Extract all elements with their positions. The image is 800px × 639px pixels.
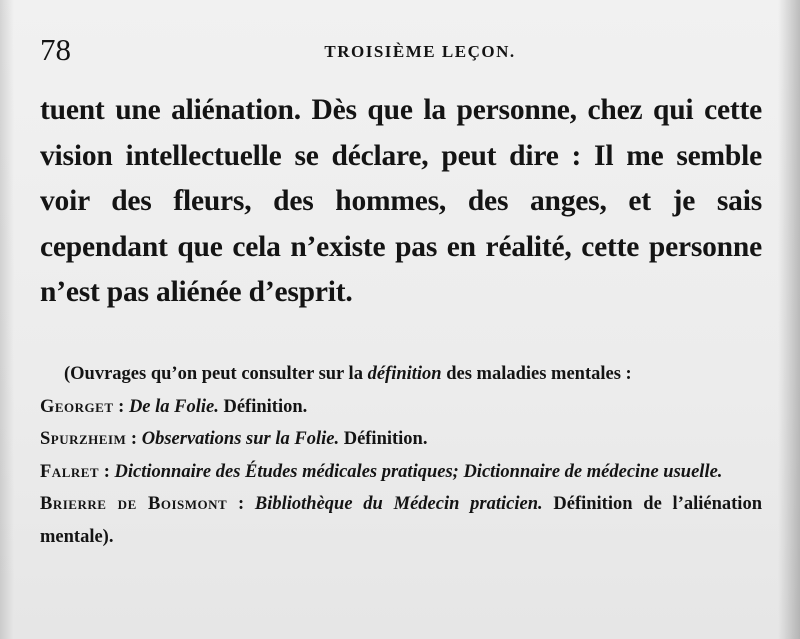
body-paragraph: tuent une aliénation. Dès que la personne, chez qui cette vision intellectuelle se déclare, peut dire : Il me semble voir des fleurs, des hommes, des anges, et je sais cependant que cela n’existe pas en réalité, cette personne n’est pas aliénée d’esprit.	[40, 94, 762, 308]
page-edge-shadow-right	[778, 0, 800, 639]
reference-separator: :	[227, 494, 255, 514]
references-intro-text: (Ouvrages qu’on peut consulter sur la	[64, 364, 368, 384]
references-intro-tail: des maladies mentales :	[441, 364, 632, 384]
reference-note: Définition de l’aliénation mentale).	[40, 494, 762, 547]
reference-separator: :	[113, 396, 129, 417]
reference-separator: :	[99, 461, 115, 482]
reference-author: Brierre de Boismont	[40, 494, 228, 514]
reference-note: Définition.	[218, 396, 308, 417]
reference-entry-spurzheim	[40, 423, 762, 456]
references-intro-emphasis: définition	[367, 364, 442, 384]
reference-work-title: Observations sur la Folie.	[141, 429, 340, 449]
references-block	[40, 358, 762, 553]
reference-author: Georget	[40, 396, 114, 417]
reference-entry-brierre-de-boismont	[40, 488, 762, 553]
reference-work-title: De la Folie.	[128, 396, 219, 417]
reference-work-title: Dictionnaire des Études médicales pratiques; Dictionnaire de médecine usuelle.	[114, 461, 723, 482]
reference-entry-falret	[40, 456, 762, 489]
references-intro	[40, 358, 762, 391]
page-edge-shadow-left	[0, 0, 14, 639]
page-header	[40, 30, 760, 70]
reference-work-title: Bibliothèque du Médecin praticien.	[254, 494, 543, 514]
reference-author: Falret	[40, 461, 100, 482]
reference-separator: :	[126, 429, 142, 449]
page-number: 78	[40, 32, 71, 67]
running-title: TROISIÈME LEÇON.	[324, 42, 516, 61]
reference-author: Spurzheim	[40, 429, 127, 449]
reference-entry-georget	[40, 391, 762, 424]
reference-note: Définition.	[339, 429, 428, 449]
